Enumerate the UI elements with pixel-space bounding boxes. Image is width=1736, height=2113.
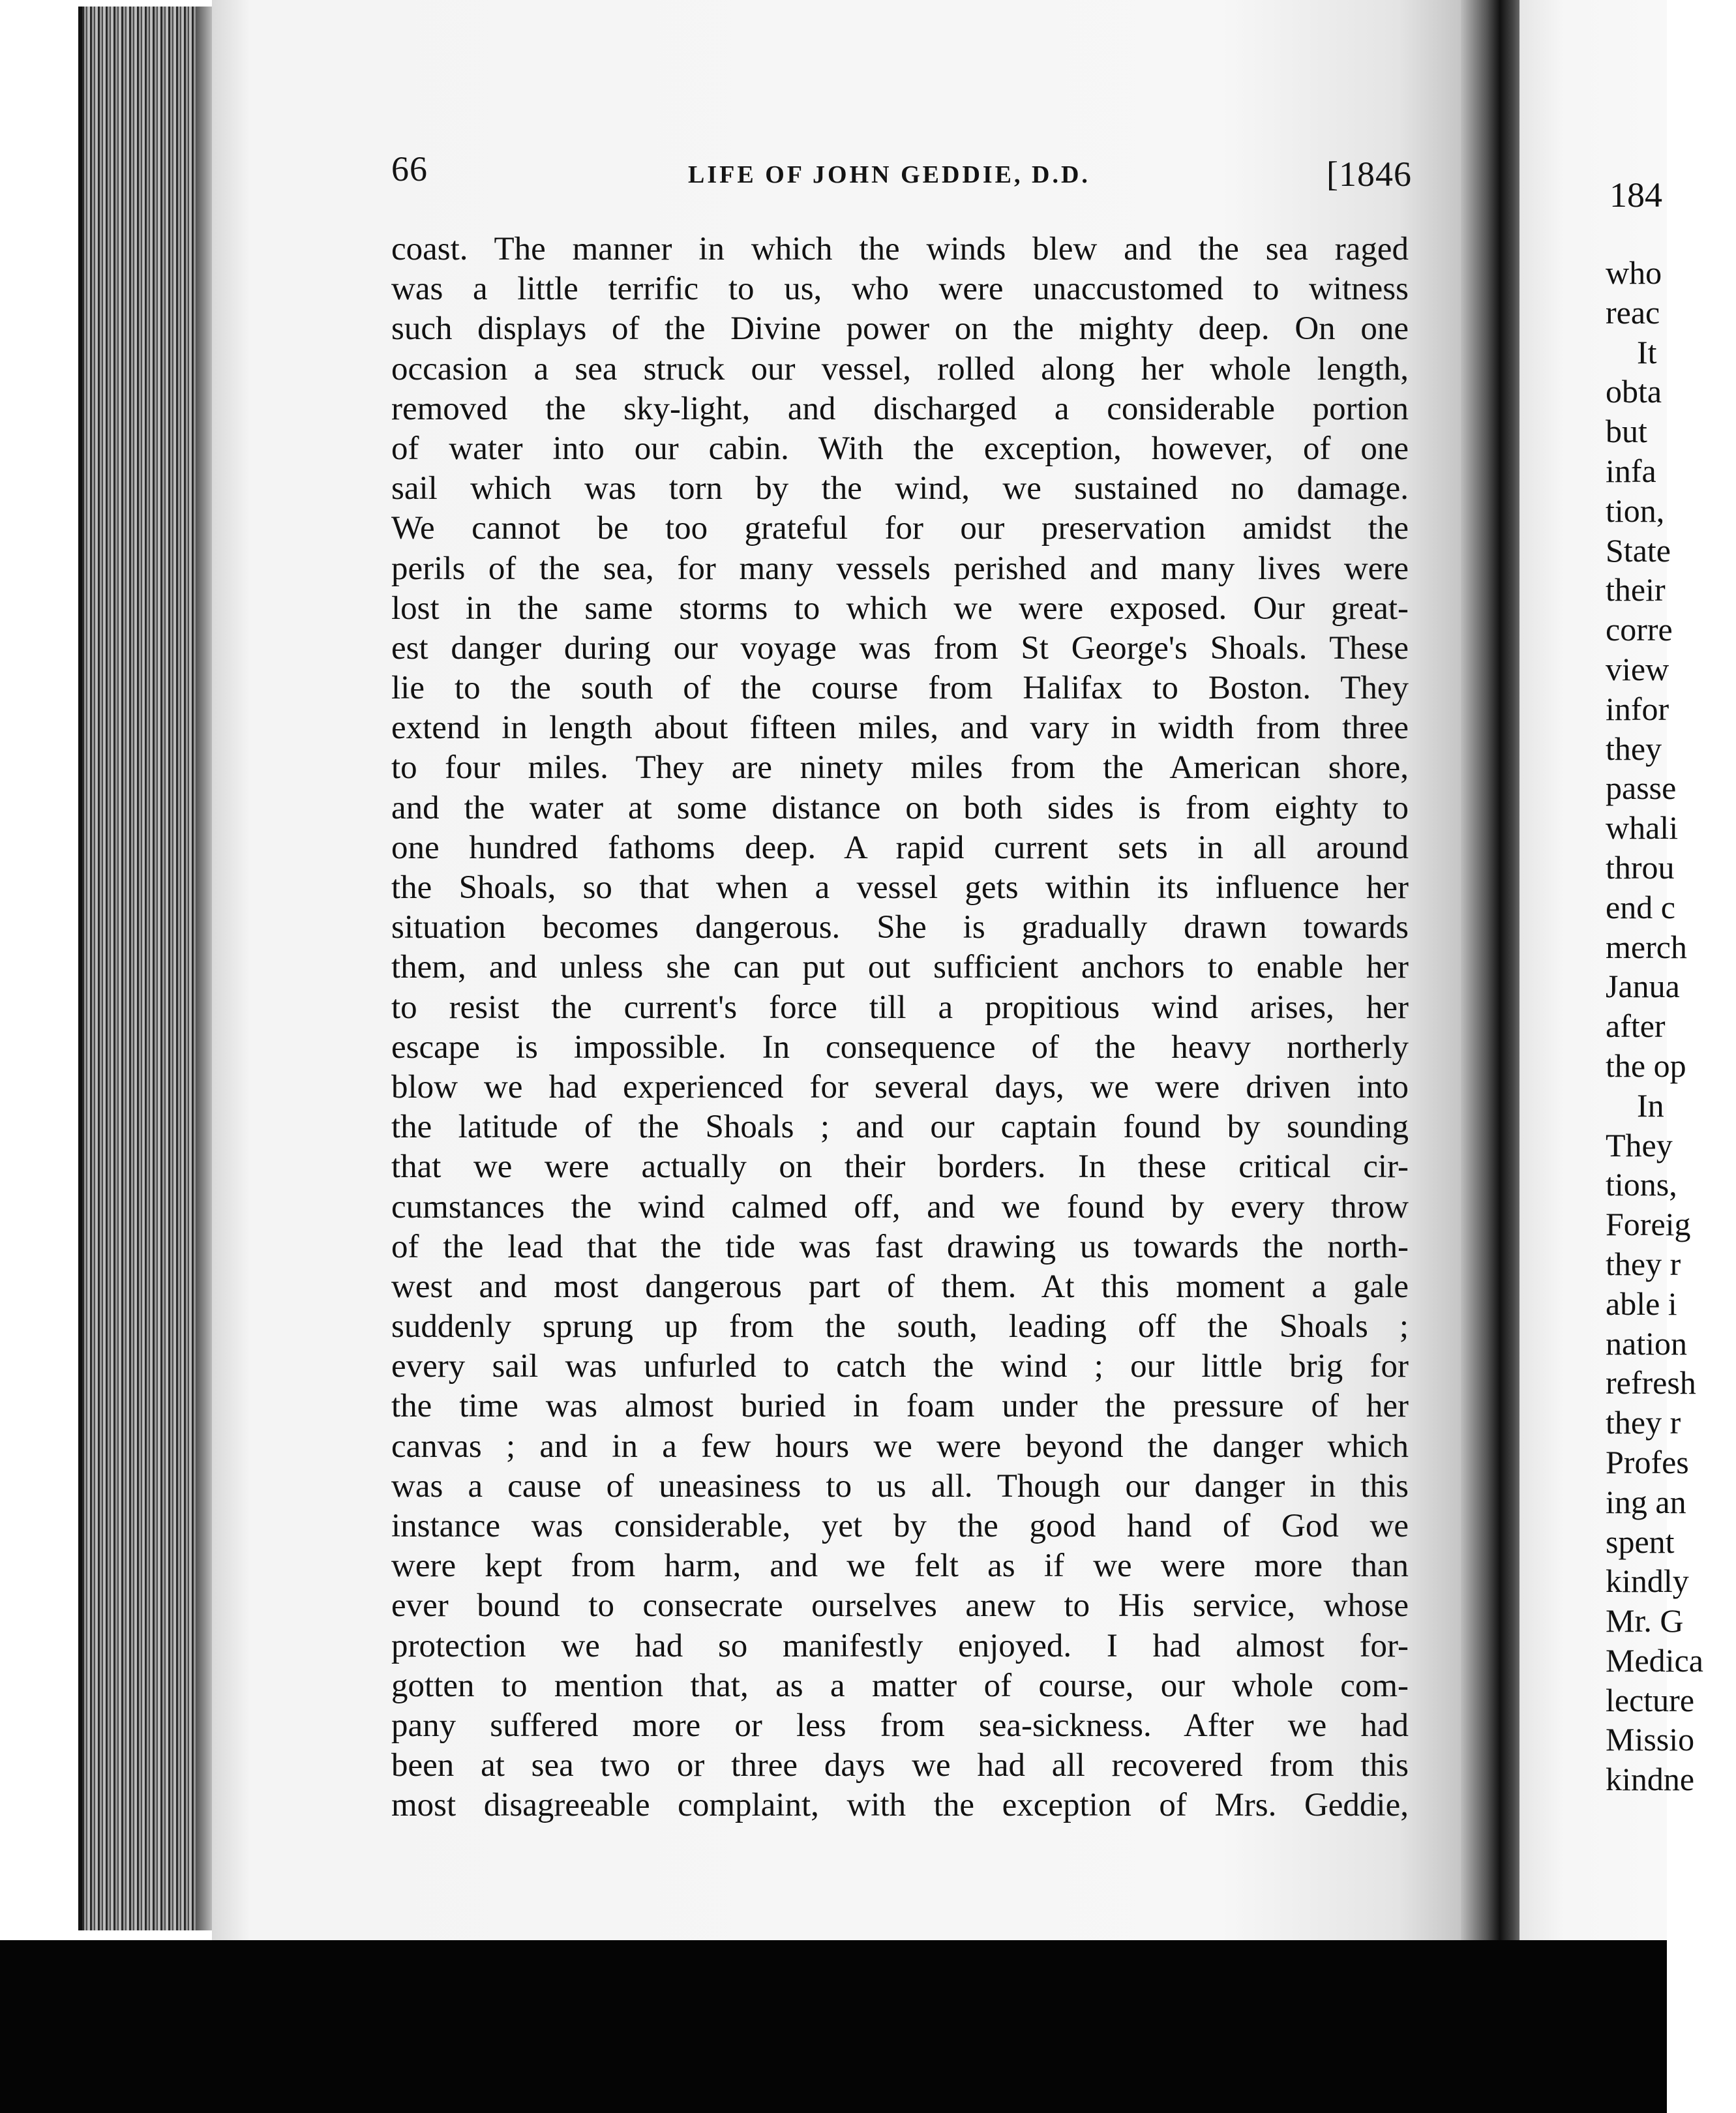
text-line: removed the sky-light, and discharged a considerable portion — [391, 390, 1409, 427]
right-text-line: infa — [1606, 452, 1656, 489]
right-text-line: State — [1606, 532, 1671, 569]
right-text-line: but — [1606, 413, 1647, 450]
text-line: blow we had experienced for several days, we were driven into — [391, 1068, 1409, 1105]
right-text-line: merch — [1606, 928, 1687, 965]
right-text-line: Janua — [1606, 968, 1680, 1005]
text-line: was a cause of uneasiness to us all. Though our danger in this — [391, 1467, 1409, 1505]
text-line: lie to the south of the course from Halifax to Boston. They — [391, 670, 1409, 707]
text-line: been at sea two or three days we had all recovered from this — [391, 1747, 1409, 1784]
right-text-line: Medica — [1606, 1641, 1703, 1679]
text-line: of water into our cabin. With the exception, however, of one — [391, 430, 1409, 467]
right-text-line: infor — [1606, 690, 1669, 727]
text-line: the latitude of the Shoals ; and our captain found by sounding — [391, 1109, 1409, 1146]
text-line: lost in the same storms to which we were exposed. Our great- — [391, 590, 1409, 627]
right-text-line: end c — [1606, 888, 1675, 925]
right-text-line: Mr. G — [1606, 1602, 1684, 1640]
text-line: one hundred fathoms deep. A rapid current sets in all around — [391, 829, 1409, 866]
text-line: occasion a sea struck our vessel, rolled along her whole length, — [391, 350, 1409, 387]
text-line: such displays of the Divine power on the mighty deep. On one — [391, 310, 1409, 348]
right-text-line: lecture — [1606, 1681, 1695, 1718]
text-line: every sail was unfurled to catch the wind ; our little brig for — [391, 1348, 1409, 1385]
right-page-text — [1606, 253, 1736, 1799]
text-line: sail which was torn by the wind, we sustained no damage. — [391, 470, 1409, 507]
right-text-line: after — [1606, 1008, 1666, 1045]
text-line: them, and unless she can put out sufficient anchors to enable her — [391, 949, 1409, 986]
text-line: to four miles. They are ninety miles from the American shore, — [391, 749, 1409, 787]
text-line: We cannot be too grateful for our preservation amidst the — [391, 510, 1409, 547]
right-text-line: able i — [1606, 1285, 1677, 1322]
text-line: the Shoals, so that when a vessel gets within its influence her — [391, 869, 1409, 906]
text-line: and the water at some distance on both sides is from eighty to — [391, 789, 1409, 826]
right-text-line: they r — [1606, 1404, 1681, 1441]
text-line: perils of the sea, for many vessels perished and many lives were — [391, 550, 1409, 587]
text-line: gotten to mention that, as a matter of course, our whole com- — [391, 1667, 1409, 1704]
text-line: ever bound to consecrate ourselves anew to His service, whose — [391, 1587, 1409, 1625]
page-number: 66 — [391, 149, 428, 188]
text-line: canvas ; and in a few hours we were beyond the danger which — [391, 1428, 1409, 1465]
right-text-line: kindly — [1606, 1563, 1689, 1600]
right-text-line: Profes — [1606, 1443, 1689, 1480]
right-text-line: they r — [1606, 1245, 1681, 1282]
right-text-line: refresh — [1606, 1364, 1696, 1401]
text-line: west and most dangerous part of them. At this moment a gale — [391, 1268, 1409, 1305]
text-line: protection we had so manifestly enjoyed. I had almost for- — [391, 1627, 1409, 1664]
text-line: est danger during our voyage was from St George's Shoals. These — [391, 629, 1409, 667]
right-page-header: 184 — [1609, 175, 1662, 215]
text-line: extend in length about fifteen miles, and vary in width from three — [391, 710, 1409, 747]
text-line: of the lead that the tide was fast drawing us towards the north- — [391, 1228, 1409, 1265]
text-line: cumstances the wind calmed off, and we found by every throw — [391, 1188, 1409, 1225]
right-text-line: tions, — [1606, 1166, 1677, 1203]
text-line: to resist the current's force till a propitious wind arises, her — [391, 989, 1409, 1026]
text-line: was a little terrific to us, who were unaccustomed to witness — [391, 271, 1409, 308]
right-text-line: throu — [1606, 848, 1675, 886]
scan-bottom-border — [0, 1940, 1667, 2113]
text-line: suddenly sprung up from the south, leading off the Shoals ; — [391, 1308, 1409, 1345]
body-text — [391, 230, 1409, 1826]
text-line: instance was considerable, yet by the good hand of God we — [391, 1508, 1409, 1544]
text-line: coast. The manner in which the winds blew and the sea raged — [391, 231, 1409, 267]
right-text-line: view — [1606, 650, 1669, 687]
text-line: pany suffered more or less from sea-sickness. After we had — [391, 1707, 1409, 1744]
text-line: most disagreeable complaint, with the exception of Mrs. Geddie, — [391, 1787, 1409, 1824]
scan-margin — [0, 0, 85, 1943]
right-text-line: who — [1606, 254, 1662, 291]
right-text-line: whali — [1606, 809, 1679, 847]
text-line: that we were actually on their borders. In these critical cir- — [391, 1148, 1409, 1186]
right-text-line: They — [1606, 1126, 1673, 1163]
right-text-line: nation — [1606, 1325, 1687, 1362]
right-text-line: obta — [1606, 373, 1662, 410]
text-line: escape is impossible. In consequence of the heavy northerly — [391, 1028, 1409, 1066]
right-text-line: reac — [1606, 293, 1660, 331]
right-text-line: they — [1606, 730, 1662, 767]
right-text-line: Missio — [1606, 1721, 1695, 1758]
right-text-line: In — [1637, 1086, 1664, 1124]
page-header — [391, 145, 1412, 203]
right-text-line: tion, — [1606, 492, 1665, 529]
running-title: LIFE OF JOHN GEDDIE, D.D. — [688, 161, 1090, 188]
text-line: situation becomes dangerous. She is gradually drawn towards — [391, 909, 1409, 946]
text-line: were kept from harm, and we felt as if we were more than — [391, 1548, 1409, 1585]
year-marker: [1846 — [1326, 155, 1412, 194]
right-text-line: their — [1606, 571, 1666, 608]
text-line: the time was almost buried in foam under the pressure of her — [391, 1388, 1409, 1425]
right-text-line: spent — [1606, 1523, 1675, 1560]
book-gutter — [1461, 0, 1526, 1950]
right-text-line: kindne — [1606, 1761, 1695, 1798]
right-text-line: It — [1637, 333, 1657, 370]
page-edges — [78, 7, 213, 1930]
right-text-line: ing an — [1606, 1483, 1686, 1520]
right-text-line: Foreig — [1606, 1206, 1691, 1243]
right-text-line: the op — [1606, 1047, 1686, 1084]
right-text-line: corre — [1606, 611, 1673, 648]
right-text-line: passe — [1606, 770, 1677, 807]
